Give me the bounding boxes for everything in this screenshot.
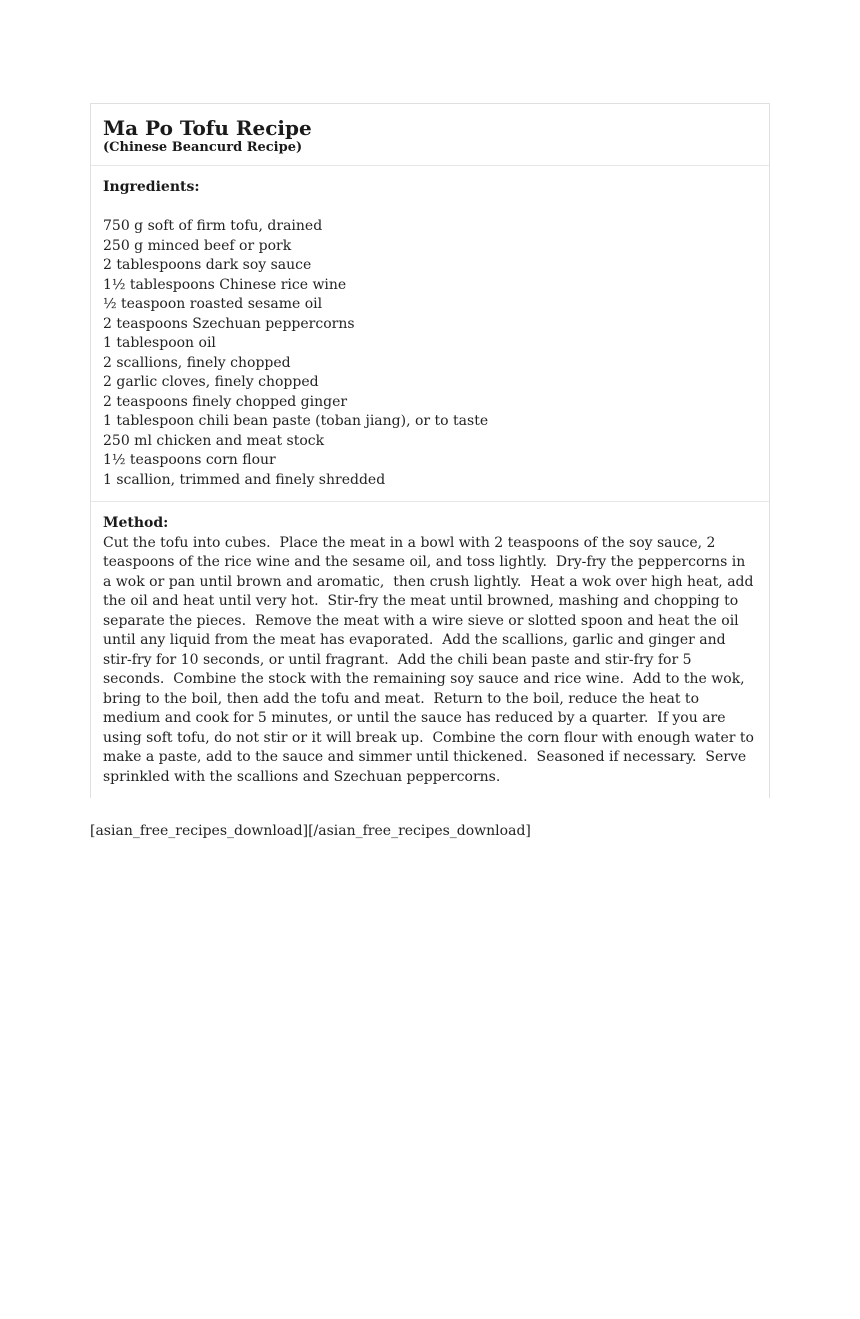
method-heading: Method: xyxy=(103,515,169,532)
ingredient-item: 2 teaspoons Szechuan peppercorns xyxy=(103,315,355,332)
recipe-card xyxy=(90,103,770,798)
ingredient-item: 2 tablespoons dark soy sauce xyxy=(103,257,312,274)
ingredient-item: 2 teaspoons finely chopped ginger xyxy=(103,393,348,410)
recipe-title: Ma Po Tofu Recipe xyxy=(103,116,312,140)
recipe-card-header xyxy=(91,104,769,165)
ingredient-item: ½ teaspoon roasted sesame oil xyxy=(103,296,323,313)
ingredients-list xyxy=(103,217,757,490)
ingredient-item: 1 tablespoon chili bean paste (toban jiang), or to taste xyxy=(103,413,489,430)
ingredients-section xyxy=(91,165,769,501)
method-text: Cut the tofu into cubes. Place the meat in a bowl with 2 teaspoons of the soy sauce, 2 teaspoons of the rice wine and the sesame oil, and toss lightly. Dry-fry the peppercorns in a wok or pan until brown and aromatic, then crush lightly. Heat a wok over high heat, add the oil and heat until very hot. Stir-fry the meat until browned, mashing and chopping to separate the pieces. Remove the meat with a wire sieve or slotted spoon and heat the oil until any liquid from the meat has evaporated. Add the scallions, garlic and ginger and stir-fry for 10 seconds, or until fragrant. Add the chili bean paste and stir-fry for 5 seconds. Combine the stock with the remaining soy sauce and rice wine. Add to the wok, bring to the boil, then add the tofu and meat. Return to the boil, reduce the heat to medium and cook for 5 minutes, or until the sauce has reduced by a quarter. If you are using soft tofu, do not stir or it will break up. Combine the corn flour with enough water to make a paste, add to the sauce and simmer until thickened. Seasoned if necessary. Serve sprinkled with the scallions and Szechuan peppercorns. xyxy=(103,534,759,785)
recipe-subtitle: (Chinese Beancurd Recipe) xyxy=(103,140,303,155)
ingredient-item: 250 g minced beef or pork xyxy=(103,237,292,254)
ingredient-item: 1½ tablespoons Chinese rice wine xyxy=(103,276,347,293)
ingredient-item: 750 g soft of firm tofu, drained xyxy=(103,218,323,235)
method-section xyxy=(91,501,769,798)
ingredient-item: 2 garlic cloves, finely chopped xyxy=(103,374,319,391)
ingredient-item: 1½ teaspoons corn flour xyxy=(103,452,276,469)
ingredient-item: 2 scallions, finely chopped xyxy=(103,354,291,371)
ingredient-item: 250 ml chicken and meat stock xyxy=(103,432,325,449)
ingredient-item: 1 scallion, trimmed and finely shredded xyxy=(103,471,386,488)
shortcode-text: [asian_free_recipes_download][/asian_free_recipes_download] xyxy=(90,823,531,840)
ingredients-heading: Ingredients: xyxy=(103,179,200,196)
ingredient-item: 1 tablespoon oil xyxy=(103,335,216,352)
